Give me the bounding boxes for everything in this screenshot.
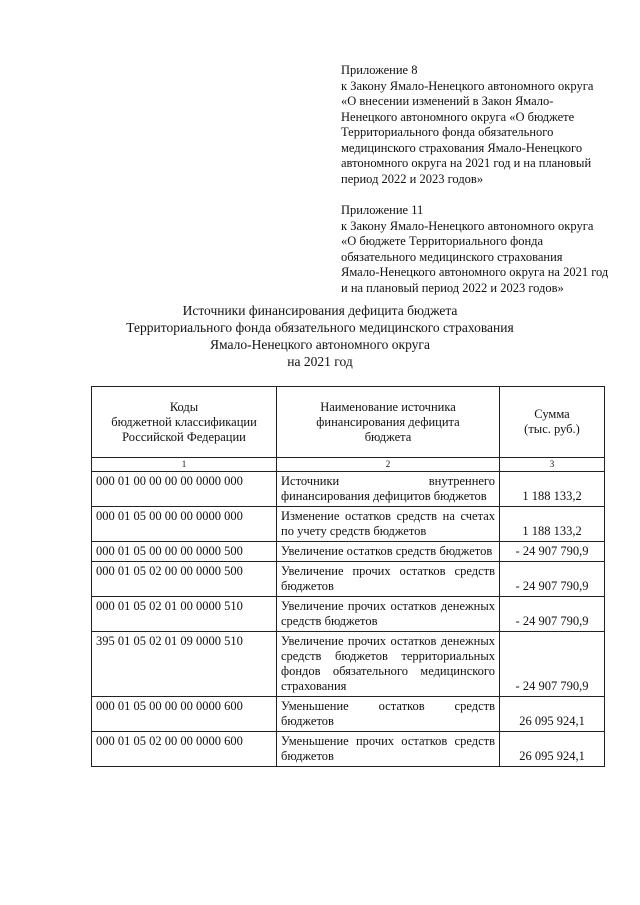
table-row [92, 472, 605, 507]
table-row [92, 597, 605, 632]
appendix-8-line: автономного округа на 2021 год и на плановый [341, 156, 592, 170]
row-sum: 1 188 133,2 [500, 507, 605, 542]
title-line: Источники финансирования дефицита бюджета [182, 303, 458, 318]
row-sum: - 24 907 790,9 [500, 597, 605, 632]
header-codes-line: бюджетной классификации [111, 414, 257, 429]
header-name-line: бюджета [364, 429, 412, 444]
row-name: Увеличение прочих остатков денежных средств бюджетов территориальных фондов обязательного медицинского страхования [277, 632, 500, 697]
table-row [92, 507, 605, 542]
row-name: Увеличение прочих остатков средств бюджетов [277, 562, 500, 597]
appendix-8-line: период 2022 и 2023 годов» [341, 171, 484, 186]
document-title [60, 302, 580, 370]
appendix-8-line: медицинского страхования Ямало-Ненецкого [341, 140, 583, 155]
appendix-8 [341, 63, 631, 187]
table-row [92, 697, 605, 732]
appendix-8-line: «О внесении изменений в Закон Ямало- [341, 94, 554, 108]
header-codes [92, 387, 277, 458]
title-line: на 2021 год [287, 354, 353, 369]
row-code: 395 01 05 02 01 09 0000 510 [92, 632, 277, 697]
appendix-8-line: к Закону Ямало-Ненецкого автономного округа [341, 78, 594, 93]
row-sum: - 24 907 790,9 [500, 632, 605, 697]
row-name: Источники внутреннего финансирования дефицитов бюджетов [277, 472, 500, 507]
appendix-11-line: «О бюджете Территориального фонда [341, 234, 544, 248]
table-header-row [92, 387, 605, 458]
row-code: 000 01 05 00 00 00 0000 500 [92, 542, 277, 562]
header-sum-line: (тыс. руб.) [524, 422, 580, 436]
header-name-line: финансирования дефицита [316, 414, 460, 429]
appendix-11-line: Ямало-Ненецкого автономного округа на 2021 год [341, 265, 609, 279]
column-number: 1 [92, 458, 277, 472]
header-name-line: Наименование источника [320, 399, 456, 414]
title-line: Ямало-Ненецкого автономного округа [210, 337, 430, 352]
appendix-8-line: Территориального фонда обязательного [341, 125, 554, 139]
header-name [277, 387, 500, 458]
column-number: 2 [277, 458, 500, 472]
table-row [92, 632, 605, 697]
row-name: Уменьшение прочих остатков средств бюджетов [277, 732, 500, 767]
row-name: Изменение остатков средств на счетах по учету средств бюджетов [277, 507, 500, 542]
row-sum: - 24 907 790,9 [500, 542, 605, 562]
row-code: 000 01 05 02 00 00 0000 500 [92, 562, 277, 597]
appendix-11 [341, 203, 631, 296]
row-name: Увеличение остатков средств бюджетов [277, 542, 500, 562]
column-number-row [92, 458, 605, 472]
table-row [92, 562, 605, 597]
row-code: 000 01 05 00 00 00 0000 600 [92, 697, 277, 732]
row-code: 000 01 05 02 01 00 0000 510 [92, 597, 277, 632]
table-row [92, 542, 605, 562]
appendix-11-line: и на плановый период 2022 и 2023 годов» [341, 280, 564, 295]
appendix-8-line: Ненецкого автономного округа «О бюджете [341, 109, 575, 124]
column-number: 3 [500, 458, 605, 472]
row-sum: 26 095 924,1 [500, 732, 605, 767]
appendix-11-line: к Закону Ямало-Ненецкого автономного округа [341, 218, 594, 233]
row-name: Уменьшение остатков средств бюджетов [277, 697, 500, 732]
row-code: 000 01 05 02 00 00 0000 600 [92, 732, 277, 767]
row-sum: - 24 907 790,9 [500, 562, 605, 597]
financing-sources-table [91, 386, 605, 767]
row-sum: 26 095 924,1 [500, 697, 605, 732]
appendix-11-line: Приложение 11 [341, 203, 424, 217]
row-code: 000 01 00 00 00 00 0000 000 [92, 472, 277, 507]
appendix-8-line: Приложение 8 [341, 63, 418, 77]
header-codes-line: Коды [169, 399, 199, 414]
title-line: Территориального фонда обязательного медицинского страхования [126, 320, 514, 335]
header-codes-line: Российской Федерации [122, 429, 246, 444]
row-name: Увеличение прочих остатков денежных средств бюджетов [277, 597, 500, 632]
appendix-11-line: обязательного медицинского страхования [341, 249, 563, 264]
header-sum [500, 387, 605, 458]
header-sum-line: Сумма [534, 407, 570, 421]
row-sum: 1 188 133,2 [500, 472, 605, 507]
table-row [92, 732, 605, 767]
row-code: 000 01 05 00 00 00 0000 000 [92, 507, 277, 542]
